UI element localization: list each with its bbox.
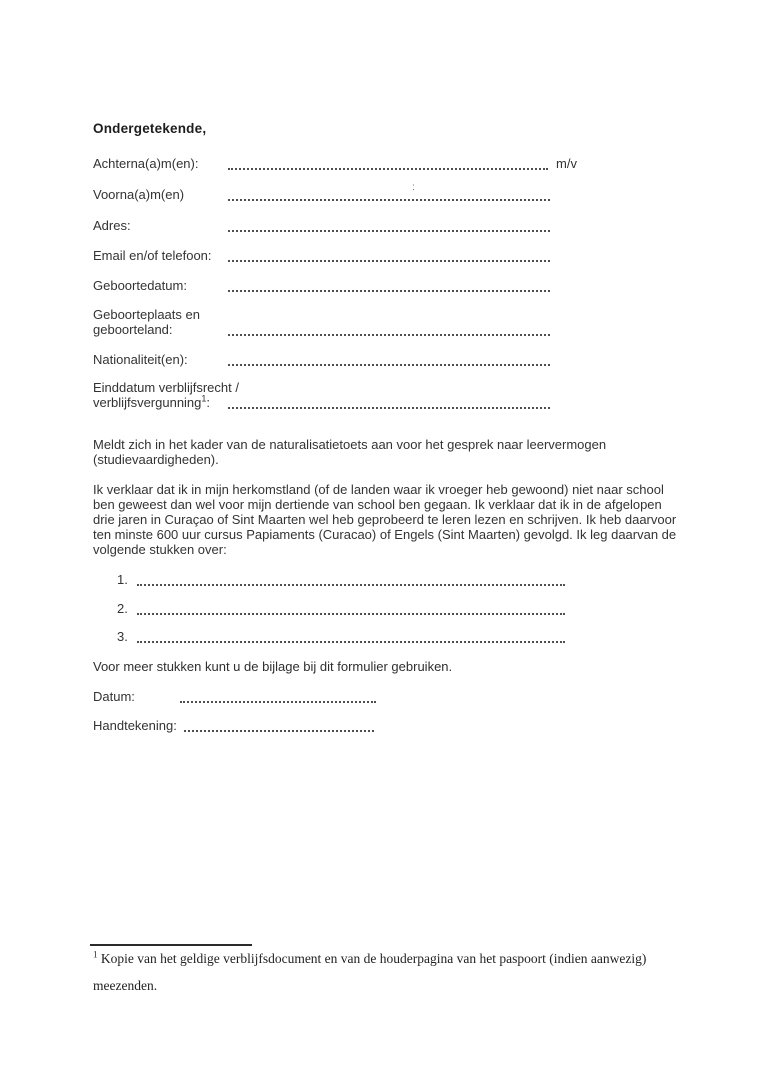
field-label-geboorteplaats-line1: Geboorteplaats en [93, 307, 200, 322]
fill-in-line-datum [180, 690, 376, 703]
stray-colon-mark: : [412, 182, 415, 193]
field-label-einddatum-line2 [93, 395, 210, 410]
field-label-achternaam: Achterna(a)m(en): [93, 156, 199, 171]
list-number-2: 2. [117, 601, 128, 616]
footnote-reference-mark: 1 [201, 393, 207, 404]
footnote-line1 [93, 951, 646, 967]
field-label-geboorteplaats-line2: geboorteland: [93, 322, 173, 337]
fill-in-line-geboorteplaats [228, 323, 550, 336]
fill-in-line-item-2 [137, 602, 565, 615]
field-label-einddatum-line1: Einddatum verblijfsrecht / [93, 380, 239, 395]
list-number-1: 1. [117, 572, 128, 587]
fill-in-line-geboortedatum [228, 279, 550, 292]
fill-in-line-item-1 [137, 573, 565, 586]
fill-in-line-nationaliteit [228, 353, 550, 366]
field-label-einddatum-colon: : [206, 395, 211, 410]
field-label-email-telefoon: Email en/of telefoon: [93, 248, 212, 263]
footnote-text-line1: Kopie van het geldige verblijfsdocument en van de houderpagina van het paspoort (indien aanwezig) [97, 951, 647, 966]
fill-in-line-voornaam [228, 188, 550, 201]
mv-indicator: m/v [556, 156, 577, 171]
footnote-divider [90, 944, 252, 946]
field-label-adres: Adres: [93, 218, 131, 233]
footnote-text-line2: meezenden. [93, 978, 158, 993]
form-heading: Ondergetekende, [93, 121, 207, 136]
fill-in-line-item-3 [137, 630, 565, 643]
fill-in-line-handtekening [184, 719, 374, 732]
attachments-note: Voor meer stukken kunt u de bijlage bij dit formulier gebruiken. [93, 659, 453, 674]
fill-in-line-achternaam [228, 157, 548, 170]
list-number-3: 3. [117, 629, 128, 644]
paragraph-verklaring-line2: ben geweest dan wel voor mijn dertiende van school ben gegaan. Ik verklaar dat ik in de afgelopen [93, 497, 662, 512]
field-label-handtekening: Handtekening: [93, 718, 177, 733]
paragraph-verklaring-line4: ten minste 600 uur cursus Papiaments (Curacao) of Engels (Sint Maarten) gevolgd. Ik leg daarvan de [93, 527, 677, 542]
field-label-voornaam: Voorna(a)m(en) [93, 187, 185, 202]
fill-in-line-email-telefoon [228, 249, 550, 262]
footnote-marker: 1 [93, 949, 98, 960]
field-label-datum: Datum: [93, 689, 135, 704]
paragraph-verklaring-line5: volgende stukken over: [93, 542, 227, 557]
fill-in-line-adres [228, 219, 550, 232]
field-label-geboortedatum: Geboortedatum: [93, 278, 187, 293]
paragraph-aanmelding-line1: Meldt zich in het kader van de naturalisatietoets aan voor het gesprek naar leervermogen [93, 437, 607, 452]
field-label-nationaliteit: Nationaliteit(en): [93, 352, 188, 367]
fill-in-line-einddatum [228, 396, 550, 409]
field-label-einddatum-base: verblijfsvergunning [93, 395, 202, 410]
paragraph-verklaring-line3: drie jaren in Curaçao of Sint Maarten wel heb geprobeerd te leren lezen en schrijven. Ik heb daarvoor [93, 512, 677, 527]
paragraph-verklaring-line1: Ik verklaar dat ik in mijn herkomstland (of de landen waar ik vroeger heb gewoond) niet naar school [93, 482, 664, 497]
paragraph-aanmelding-line2: (studievaardigheden). [93, 452, 219, 467]
